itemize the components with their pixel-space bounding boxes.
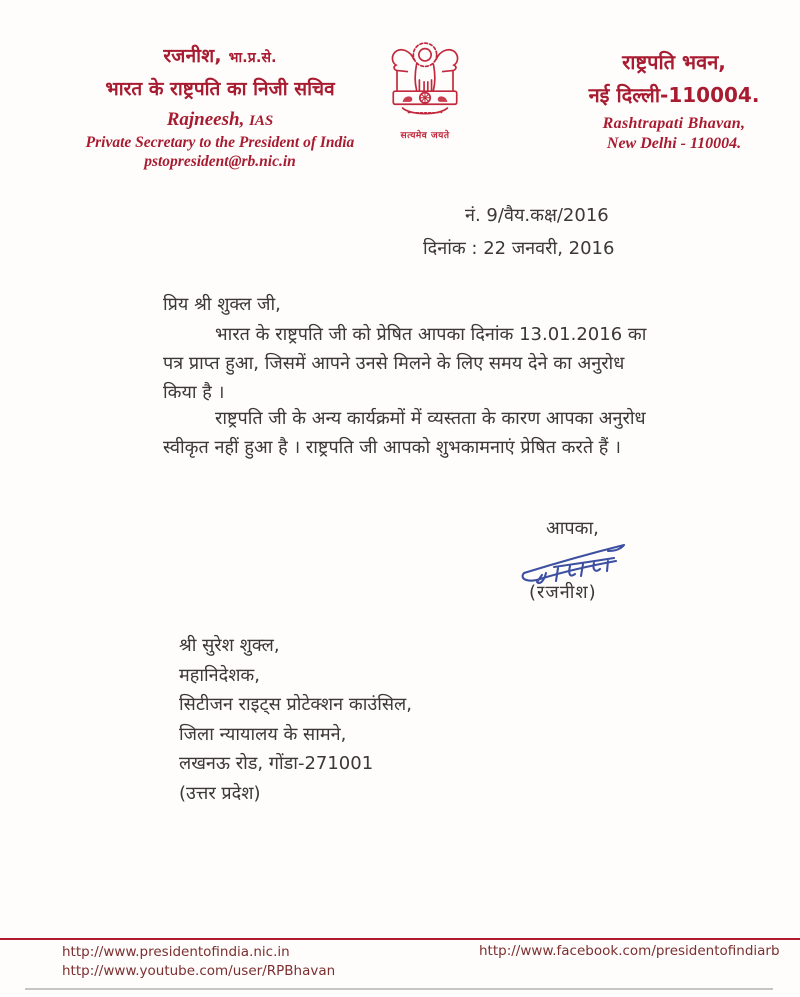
footer-url-presidentofindia: http://www.presidentofindia.nic.in [62,944,290,960]
state-emblem-of-india-icon [383,34,467,126]
recipient-designation: महानिदेशक, [179,664,260,686]
sender-letterhead-block [55,42,385,171]
letter-date: दिनांक : 22 जनवरी, 2016 [423,238,615,259]
office-name-english: Rashtrapati Bhavan, [602,115,746,132]
office-city-english: New Delhi - 110004. [606,135,742,152]
scan-edge-line [25,988,773,990]
reference-block [423,203,663,260]
sender-name-hi-text: रजनीश, [163,45,222,67]
office-name-hindi: राष्ट्रपति भवन, [622,50,726,74]
recipient-state: (उत्तर प्रदेश) [179,782,261,804]
sender-name-en-text: Rajneesh, [166,109,245,130]
recipient-address-line-1: जिला न्यायालय के सामने, [179,723,347,745]
body-paragraph-1: भारत के राष्ट्रपति जी को प्रेषित आपका दिनांक 13.01.2016 का पत्र प्राप्त हुआ, जिसमें आपने उनसे मिलने के लिए समय देने का अनुरोध किया है । [163,324,647,403]
recipient-organisation: सिटीजन राइट्स प्रोटेक्शन काउंसिल, [179,694,412,715]
recipient-address-line-2: लखनऊ रोड, गोंडा-271001 [179,753,374,774]
reference-number: नं. 9/वैय.कक्ष/2016 [465,205,609,226]
sender-title-english: Private Secretary to the President of India [85,134,355,151]
body-paragraph-2: राष्ट्रपति जी के अन्य कार्यक्रमों में व्यस्तता के कारण आपका अनुरोध स्वीकृत नहीं हुआ है । राष्ट्रपति जी आपको शुभकामनाएं प्रेषित करते हैं । [163,408,646,458]
footer-url-youtube: http://www.youtube.com/user/RPBhavan [62,962,336,979]
recipient-name: श्री सुरेश शुक्ल, [179,635,280,656]
sender-name-hindi [55,42,385,68]
recipient-address-block [179,631,412,808]
sender-cadre-en-text: IAS [249,113,274,129]
footer-url-facebook: http://www.facebook.com/presidentofindiarb [479,943,780,959]
closing-salutation: आपका, [546,518,599,539]
office-address-block [558,48,790,153]
sender-name-english [55,109,385,131]
sender-cadre-hi-text: भा.प्र.से. [228,50,277,66]
emblem-motto: सत्यमेव जयते [400,131,450,141]
sender-title-hindi: भारत के राष्ट्रपति का निजी सचिव [105,78,335,100]
sender-email: pstopresident@rb.nic.in [144,153,296,170]
emblem-block [381,34,469,141]
salutation: प्रिय श्री शुक्ल जी, [163,294,281,315]
office-city-hindi: नई दिल्ली-110004. [588,83,760,107]
footer-divider-rule [0,938,800,940]
footer-links-left [62,943,335,980]
signatory-name: (रजनीश) [529,582,597,603]
